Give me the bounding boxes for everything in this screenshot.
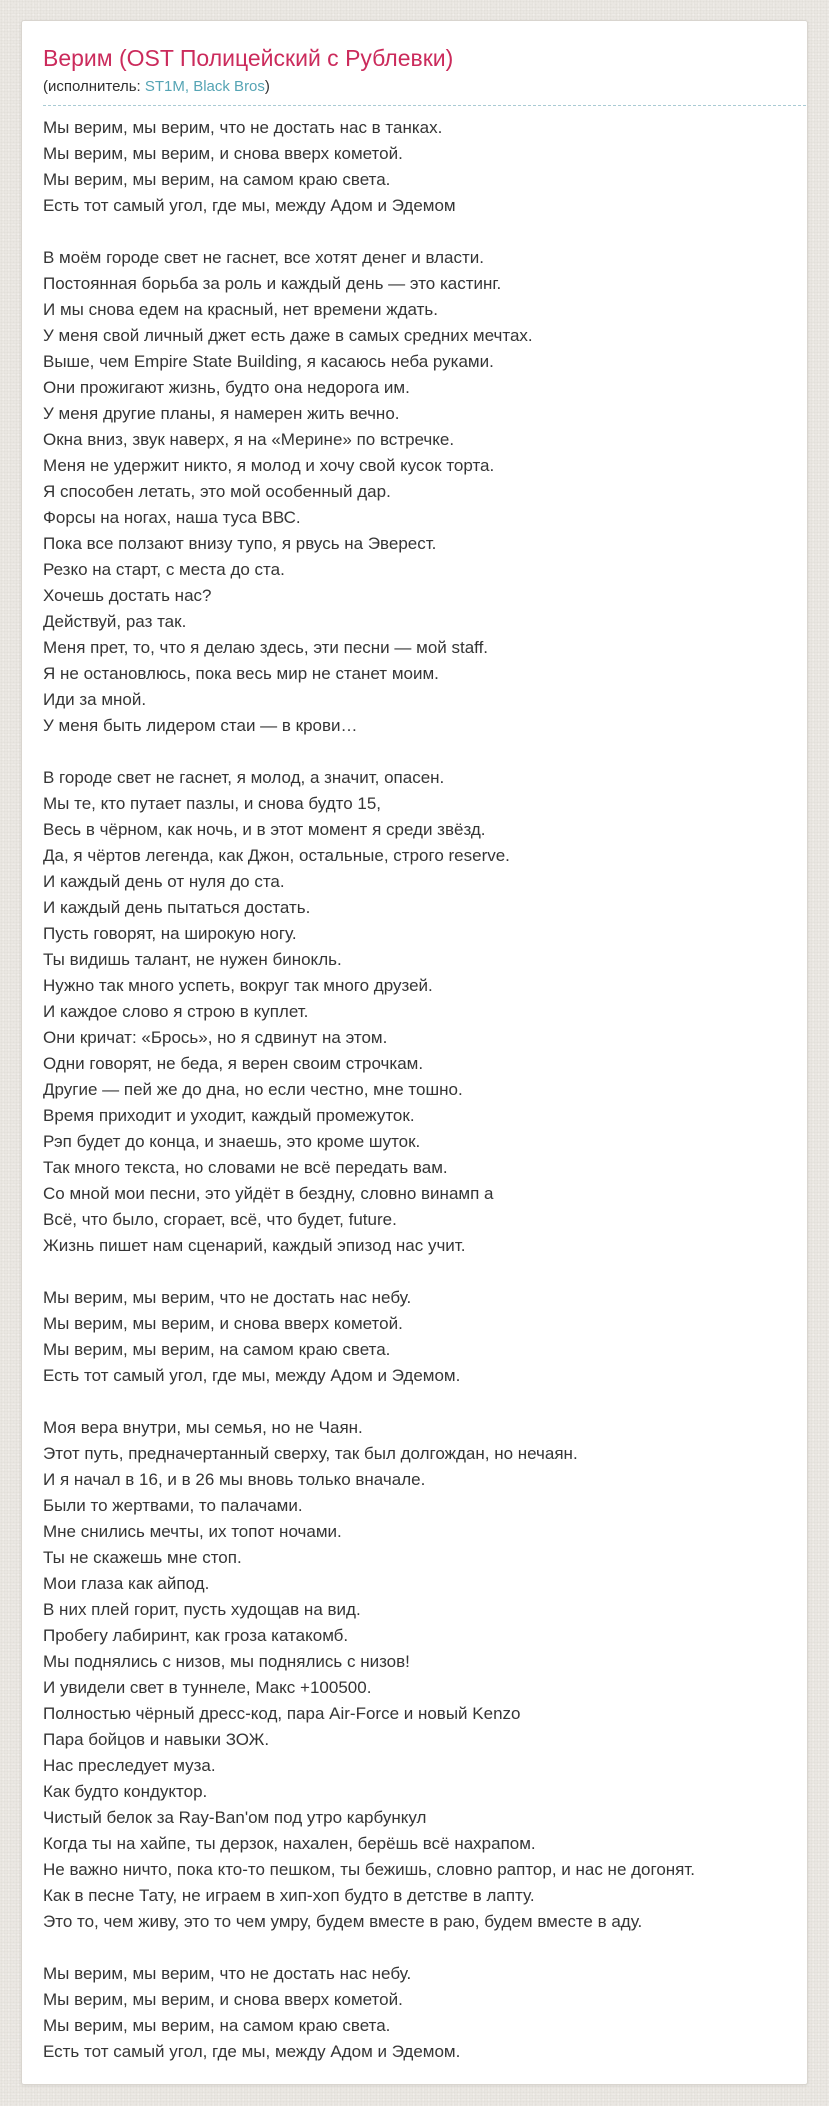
lyrics-stanza: Мы верим, мы верим, что не достать нас небу. Мы верим, мы верим, и снова вверх кометой. Мы верим, мы верим, на самом краю света. Есть тот самый угол, где мы, между Адом и Эдемом. — [43, 1964, 461, 2062]
lyrics-stanza: Моя вера внутри, мы семья, но не Чаян. Этот путь, предначертанный сверху, так был долгождан, но нечаян. И я начал в 16, и в 26 мы вновь только вначале. Были то жертвами, то палачами. Мне снились мечты, их топот ночами. Ты не скажешь мне стоп. Мои глаза как айпод. В них плей горит, пусть худощав на вид. Пробегу лабиринт, как гроза катакомб. Мы поднялись с низов, мы поднялись с низов! И увидели свет в туннеле, Макс +100500. Полностью чёрный дресс-код, пара Air-Force и новый Kenzo Пара бойцов и навыки ЗОЖ. Нас преследует муза. Как будто кондуктор. Чистый белок за Ray-Ban'ом под утро карбункул Когда ты на хайпе, ты дерзок, нахален, берёшь всё нахрапом. Не важно ничто, пока кто-то пешком, ты бежишь, словно раптор, и нас не догонят. Как в песне Тату, не играем в хип-хоп будто в детстве в лапту. Это то, чем живу, это то чем умру, будем вместе в раю, будем вместе в аду. — [43, 1418, 696, 1932]
artist-label-prefix: (исполнитель: — [43, 77, 145, 95]
lyrics-stanza: Мы верим, мы верим, что не достать нас небу. Мы верим, мы верим, и снова вверх кометой. Мы верим, мы верим, на самом краю света. Есть тот самый угол, где мы, между Адом и Эдемом. — [43, 1288, 461, 1386]
artist-label-suffix: ) — [264, 77, 270, 95]
artist-row — [43, 78, 806, 107]
lyrics-stanza: В городе свет не гаснет, я молод, а значит, опасен. Мы те, кто путает пазлы, и снова будто 15, Весь в чёрном, как ночь, и в этот момент я среди звёзд. Да, я чёртов легенда, как Джон, остальные, строго reserve. И каждый день от нуля до ста. И каждый день пытаться достать. Пусть говорят, на широкую ногу. Ты видишь талант, не нужен бинокль. Нужно так много успеть, вокруг так много друзей. И каждое слово я строю в куплет. Они кричат: «Брось», но я сдвинут на этом. Одни говорят, не беда, я верен своим строчкам. Другие — пей же до дна, но если честно, мне тошно. Время приходит и уходит, каждый промежуток. Рэп будет до конца, и знаешь, это кроме шуток. Так много текста, но словами не всё передать вам. Со мной мои песни, это уйдёт в бездну, словно винамп а Всё, что было, сгорает, всё, что будет, future. Жизнь пишет нам сценарий, каждый эпизод нас учит. — [43, 768, 510, 1256]
lyrics-stanza: В моём городе свет не гаснет, все хотят денег и власти. Постоянная борьба за роль и каждый день — это кастинг. И мы снова едем на красный, нет времени ждать. У меня свой личный джет есть даже в самых средних мечтах. Выше, чем Empire State Building, я касаюсь неба руками. Они прожигают жизнь, будто она недорога им. У меня другие планы, я намерен жить вечно. Окна вниз, звук наверх, я на «Мерине» по встречке. Меня не удержит никто, я молод и хочу свой кусок торта. Я способен летать, это мой особенный дар. Форсы на ногах, наша туса ВВС. Пока все ползают внизу тупо, я рвусь на Эверест. Резко на старт, с места до ста. Хочешь достать нас? Действуй, раз так. Меня прет, то, что я делаю здесь, эти песни — мой staff. Я не остановлюсь, пока весь мир не станет моим. Иди за мной. У меня быть лидером стаи — в крови… — [43, 248, 533, 736]
artist-link[interactable]: ST1M, Black Bros — [144, 77, 265, 95]
lyrics-text — [43, 115, 807, 2065]
lyrics-stanza: Мы верим, мы верим, что не достать нас в танках. Мы верим, мы верим, и снова вверх кометой. Мы верим, мы верим, на самом краю света. Есть тот самый угол, где мы, между Адом и Эдемом — [43, 118, 456, 216]
song-title: Верим (OST Полицейский с Рублевки) — [43, 45, 454, 71]
lyrics-card — [21, 20, 808, 2085]
